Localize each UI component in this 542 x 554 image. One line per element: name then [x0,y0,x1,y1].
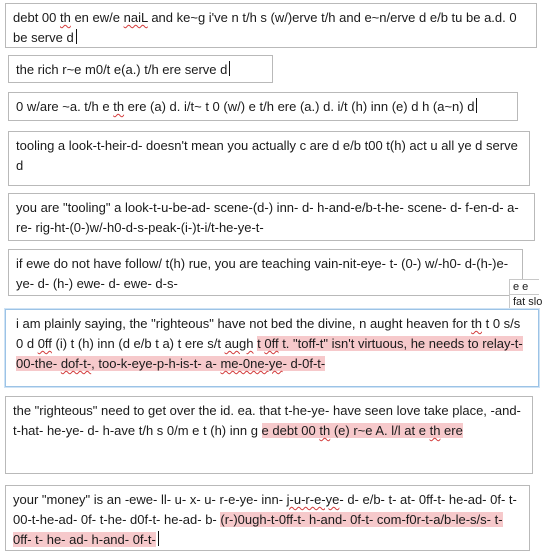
highlighted-text: t [257,336,265,351]
misspelled-word: th [471,316,482,331]
note-box-8[interactable] [5,396,533,474]
text-caret [229,61,230,76]
note-text: 0 w/are ~a. t/h e [16,99,114,114]
misspelled-word: th [60,10,71,25]
note-box-3[interactable] [8,92,518,121]
highlighted-text: - d-0f-t- [282,356,326,371]
note-text: debt 00 [13,10,60,25]
note-text: ere (a) d. i/t~ t 0 (w/) e t/h ere (a.) d. i/t (h) inn (e) d h (a~n) d [124,99,475,114]
highlighted-text: t. "toff-t" isn't virtuous, he needs to relay-t- 00-the- [16,336,523,371]
highlighted-text: ere [440,423,463,438]
misspelled-word: naiL [123,10,148,25]
highlighted-text: e debt 00 [261,423,320,438]
highlighted-text: 0ff [264,336,279,351]
note-text: (i) t (h) inn (d e/b t a) t ere s/t [51,336,225,351]
note-text: the rich r~e m0/t e(a.) t/h ere serve d [16,62,228,77]
note-text: t 0 s/s 0 d [16,316,521,351]
peek-box-2 [509,294,542,309]
highlighted-text: th [319,423,331,438]
highlighted-text: dof-t- [60,356,92,371]
note-box-1[interactable] [5,3,537,48]
note-text: if ewe do not have follow/ t(h) rue, you are teaching vain-nit-eye- t- (0-) w/-h0- d-(h-)e-ye- d- (h-) ewe- d- ewe- d-s- [16,256,509,291]
text-caret [476,98,477,113]
peek-box-1 [509,279,539,295]
misspelled-word: augh [224,336,254,351]
note-text: - d- e/b- t- at- 0ff-t- he-ad- 0f- t- 00-t-he-ad- 0f- t-he- d0f-t- he-ad- b- [13,492,517,527]
highlighted-text: (e) r~e A. l/l at e [330,423,430,438]
highlighted-text: th [429,423,441,438]
note-text: i am plainly saying, the "righteous" have not bed the divine, n aught heaven for [16,316,472,331]
text-caret [76,29,77,44]
text-caret [158,531,159,546]
misspelled-word: 0ff [37,336,52,351]
peek-text: fat slo [513,296,542,308]
note-text: the "righteous" need to get over the id. ea. that t-he-ye- have seen love take place, -and- t-hat- he-ye- d- h-ave t/h s 0/m e t (h) inn g [13,403,521,438]
note-box-5[interactable] [8,193,535,241]
note-box-6[interactable] [8,249,523,296]
misspelled-word: th [113,99,125,114]
misspelled-word: j-u-r-e-ye [286,492,340,507]
note-text: tooling a look-t-heir-d- doesn't mean you actually c are d e/b t00 t(h) act u all ye d serve d [16,138,518,173]
note-text: your "money" is an -ewe- ll- u- x- u- r-e-ye- inn- [13,492,287,507]
note-box-7[interactable] [5,309,539,387]
note-box-4[interactable] [8,131,530,186]
note-text: en ew/e [70,10,124,25]
note-box-2[interactable] [8,55,273,83]
highlighted-text: (r-)0ugh-t-0ff-t- h-and- 0f-t- com-f0r-t-a/b-le-s/s- t- 0ff- t- he- ad- h-and- 0f-t- [13,512,503,547]
peek-text: e e [513,281,529,293]
note-box-9[interactable] [5,485,530,551]
note-text: you are "tooling" a look-t-u-be-ad- scene-(d-) inn- d- h-and-e/b-t-he- scene- d- f-en-d- a- re- rig-ht-(0-)w/-h0-d-s-peak-(i-)t-i/t-he-ye-t- [16,200,519,235]
highlighted-text: , too-k-eye-p-h-is-t- a- [91,356,221,371]
note-text: and ke~g i've n t/h s (w/)erve t/h and e~n/erve d e/b tu be a.d. 0 be serve d [13,10,517,45]
highlighted-text: me-0ne-ye [220,356,283,371]
